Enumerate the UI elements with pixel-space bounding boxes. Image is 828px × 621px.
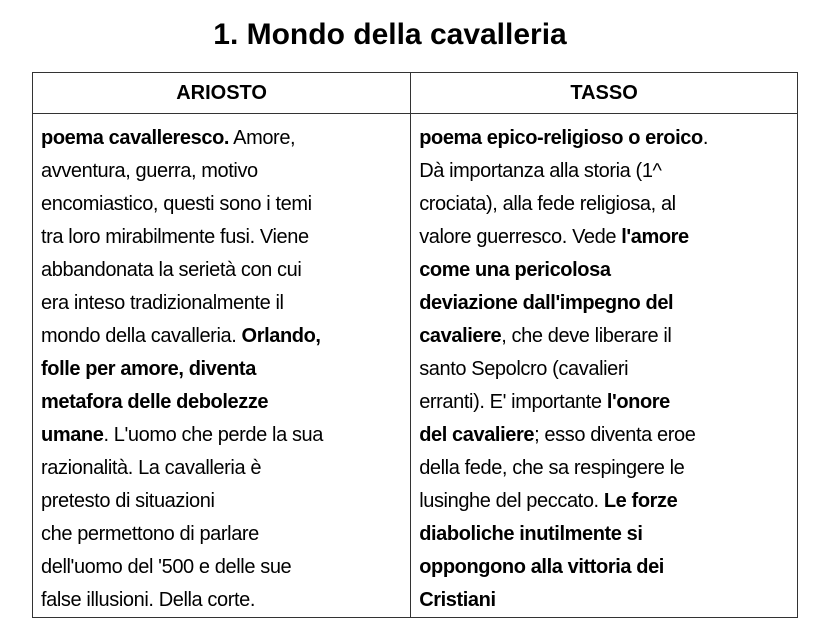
text: era inteso tradizionalmente il (41, 292, 284, 314)
text-line (419, 452, 789, 485)
text-line (41, 155, 402, 188)
ariosto-cell (33, 114, 411, 618)
bold-text: Orlando, (241, 325, 321, 347)
header-tasso: TASSO (411, 73, 798, 114)
text: dell'uomo del '500 e delle sue (41, 556, 292, 578)
text: santo Sepolcro (cavalieri (419, 358, 629, 380)
text-line (41, 320, 402, 353)
text-line (419, 188, 789, 221)
bold-text: del cavaliere (419, 424, 535, 446)
text: . L'uomo che perde la sua (103, 424, 323, 446)
text: Dà importanza alla storia (1^ (419, 160, 662, 182)
bold-text: folle per amore, diventa (41, 358, 256, 380)
text-line (41, 122, 402, 155)
text: valore guerresco. Vede (419, 226, 622, 248)
header-row (33, 73, 798, 114)
text: encomiastico, questi sono i temi (41, 193, 312, 215)
slide-title: 1. Mondo della cavalleria (213, 18, 567, 51)
text-line (419, 221, 789, 254)
bold-text: diaboliche inutilmente si (419, 523, 643, 545)
body-row (33, 114, 798, 618)
text-line (41, 551, 402, 584)
text-line (419, 386, 789, 419)
bold-text: Cristiani (419, 589, 496, 611)
text-line (41, 419, 402, 452)
text-line (419, 155, 789, 188)
text: Amore, (229, 127, 296, 149)
bold-text: metafora delle debolezze (41, 391, 269, 413)
text-line (419, 584, 789, 617)
text-line (41, 485, 402, 518)
bold-text: l'onore (606, 391, 670, 413)
text: erranti). E' importante (419, 391, 607, 413)
text-line (41, 584, 402, 617)
text-line (41, 353, 402, 386)
text-line (419, 551, 789, 584)
text-line (419, 287, 789, 320)
text-line (419, 353, 789, 386)
bold-text: l'amore (621, 226, 689, 248)
header-ariosto: ARIOSTO (33, 73, 411, 114)
comparison-table (32, 72, 798, 618)
text-line (419, 122, 789, 155)
text: razionalità. La cavalleria è (41, 457, 262, 479)
text-line (41, 254, 402, 287)
text: abbandonata la serietà con cui (41, 259, 302, 281)
text-line (419, 518, 789, 551)
bold-text: deviazione dall'impegno del (419, 292, 674, 314)
text: avventura, guerra, motivo (41, 160, 258, 182)
bold-text: cavaliere (419, 325, 502, 347)
text: crociata), alla fede religiosa, al (419, 193, 676, 215)
text: . (702, 127, 708, 149)
text-line (419, 254, 789, 287)
text-line (41, 452, 402, 485)
text: mondo della cavalleria. (41, 325, 242, 347)
text: pretesto di situazioni (41, 490, 215, 512)
text: false illusioni. Della corte. (41, 589, 256, 611)
text-line (41, 188, 402, 221)
text-line (41, 221, 402, 254)
text: ; esso diventa eroe (534, 424, 696, 446)
bold-text: poema cavalleresco. (41, 127, 230, 149)
text-line (419, 419, 789, 452)
bold-text: poema epico-religioso o eroico (419, 127, 703, 149)
text-line (419, 485, 789, 518)
text-line (41, 386, 402, 419)
text-line (419, 320, 789, 353)
bold-text: come una pericolosa (419, 259, 611, 281)
bold-text: Le forze (603, 490, 678, 512)
text: tra loro mirabilmente fusi. Viene (41, 226, 309, 248)
text-line (41, 287, 402, 320)
text: lusinghe del peccato. (419, 490, 604, 512)
text: della fede, che sa respingere le (419, 457, 685, 479)
bold-text: oppongono alla vittoria dei (419, 556, 664, 578)
bold-text: umane (41, 424, 104, 446)
tasso-cell (411, 114, 798, 618)
text: che permettono di parlare (41, 523, 259, 545)
text: , che deve liberare il (501, 325, 672, 347)
text-line (41, 518, 402, 551)
